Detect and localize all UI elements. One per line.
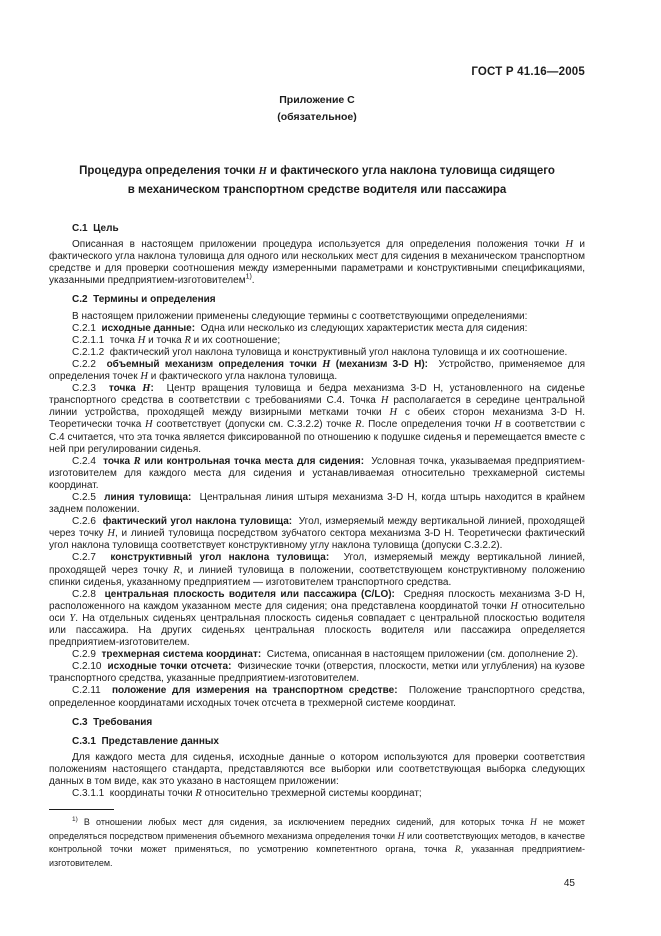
text-run: С.2.1	[72, 322, 102, 334]
text-run: Угол, измеряемый между вертикальной линией, проходящей через точку	[49, 516, 585, 540]
text-run: С.2.11	[72, 685, 112, 697]
text-run: R	[173, 564, 180, 576]
footnote-separator	[49, 809, 114, 810]
page-header	[49, 66, 585, 78]
text-run: Система, описанная в настоящем приложении (см. дополнение 2).	[261, 649, 579, 661]
text-run: и их соотношение;	[190, 334, 281, 346]
text-run: соответствует (допуски см. С.3.2.2) точке	[152, 419, 356, 431]
text-run: объемный механизм определения точки	[106, 358, 323, 370]
text-run: Для каждого места для сиденья, исходные данные о котором используются для проверки соответствия положениям настоящего стандарта, представляются все выборки или соответствующая выборка следующих данных в том виде, как это указано в настоящем приложении:	[49, 751, 585, 788]
paragraph	[49, 661, 585, 685]
text-run: H	[565, 239, 574, 251]
text-run: С.3.1 Представление данных	[72, 735, 219, 747]
text-run: С.2.5	[72, 491, 105, 503]
paragraph	[49, 239, 585, 287]
page-number: 45	[563, 878, 575, 890]
text-run: R	[184, 334, 191, 346]
text-run: и точка	[145, 334, 185, 346]
text-run: исходные данные:	[101, 322, 196, 334]
text-run: H	[529, 818, 537, 829]
text-run: точка	[103, 455, 134, 467]
text-run: С.3.1.1 координаты точки	[72, 788, 196, 800]
text-run: 1)	[245, 274, 252, 282]
paragraph	[49, 383, 585, 456]
section-heading	[49, 736, 585, 748]
paragraph	[49, 649, 585, 661]
paragraph	[49, 516, 585, 552]
paragraph	[49, 456, 585, 492]
text-run: С.3 Требования	[72, 716, 153, 728]
text-run: H	[258, 166, 267, 177]
text-run: H	[142, 383, 151, 395]
text-run: H	[389, 407, 398, 419]
paragraph	[49, 347, 585, 359]
text-run: , указанная предприятием-изготовителем.	[49, 844, 585, 868]
text-run: H	[137, 334, 146, 346]
section-heading	[49, 294, 585, 306]
text-run: R	[355, 419, 362, 431]
text-run: Средняя плоскость механизма 3-D H, расположенного на каждом указанном месте для сидения; она представлена координатой точки	[49, 588, 586, 612]
text-run: относительно оси	[49, 600, 585, 624]
text-run: С.2.1.1 точка	[72, 334, 138, 346]
paragraph	[49, 589, 585, 649]
text-run: R	[195, 788, 202, 800]
doc-title-line1	[49, 162, 585, 181]
text-run: Угол, измеряемый между вертикальной линией, проходящей через точку	[49, 552, 585, 576]
text-run: положение для измерения на транспортном средстве:	[111, 685, 398, 697]
text-run: и фактического угла наклона туловища сидящего	[266, 165, 555, 177]
text-run: трехмерная система координат:	[101, 649, 262, 661]
paragraph	[49, 323, 585, 335]
text-run: С.1 Цель	[72, 223, 119, 234]
section-heading	[49, 717, 585, 729]
text-run: Устройство, применяемое для определения точек	[49, 358, 585, 383]
text-run: конструктивный угол наклона туловища:	[110, 552, 330, 564]
text-run: Центр вращения туловища и бедра механизма 3-D H, установленного на сиденье транспортного средства в соответствии с требованиями С.4. Точка	[49, 383, 585, 407]
text-run: , и линией туловища в положении, соответствующем конструктивному положению спинки сиденья, указанному предприятием — изготовителем транспортного средства.	[49, 564, 585, 588]
text-run: H	[510, 600, 518, 612]
text-run: H	[397, 831, 405, 842]
text-run: исходные точки отсчета:	[107, 661, 232, 673]
section-heading	[49, 223, 585, 235]
text-run: Физические точки (отверстия, плоскости, метки или углубления) на кузове транспортного средства, указанные предприятием-изготовителем.	[49, 661, 585, 685]
text-run: .	[251, 275, 255, 287]
text-run: не может определяться посредством применения объемного механизма определения точки	[49, 817, 585, 841]
paragraph	[49, 335, 585, 347]
text-run: С.2.1.2 фактический угол наклона туловища и конструктивный угол наклона туловища и их соотношение.	[72, 346, 568, 358]
paragraph	[49, 359, 585, 383]
text-run: С.2.6	[72, 516, 103, 528]
paragraph	[49, 552, 585, 588]
text-run: H	[322, 358, 331, 370]
text-run: Процедура определения точки	[79, 165, 259, 177]
text-run: или соответствующих методов, в качестве контрольной точки может применяться, по усмотрению компетентного органа, точка	[49, 830, 585, 855]
text-run: линия туловища:	[104, 491, 192, 503]
text-run: H	[107, 528, 115, 540]
text-run: (механизм 3-D H):	[330, 358, 428, 370]
text-run: точка	[108, 383, 143, 395]
paragraph	[49, 752, 585, 788]
text-run: H	[140, 371, 148, 383]
text-run: Положение транспортного средства, определенное координатами исходных точек отсчета в трехмерной системе координат.	[49, 685, 585, 709]
text-run: центральная плоскость водителя или пассажира (C/LO):	[104, 588, 395, 600]
paragraph	[49, 311, 585, 323]
text-run: С.2.9	[72, 649, 102, 661]
text-run: С.2.8	[72, 588, 105, 600]
text-run: H	[494, 419, 502, 431]
text-run: располагается в середине центральной линии устройства, проходящей между визирными метками точки	[49, 395, 586, 419]
text-run: , и линией туловища посредством зубчатого сектора механизма 3-D H. Теоретически фактический угол наклона туловища соответствует конструктивному углу наклона туловища (допуски С.3.2.2).	[49, 528, 586, 552]
text-run: . После определения точки	[361, 419, 495, 431]
text-run: с обеих сторон механизма 3-D H. Теоретически точка	[49, 407, 586, 431]
text-run: В отношении любых мест для сидения, за исключением передних сидений, для которых точка	[77, 817, 530, 828]
standard-number: ГОСТ Р 41.16—2005	[471, 66, 585, 78]
text-run: С.2.10	[72, 661, 108, 673]
text-run: и фактического угла наклона туловища.	[147, 371, 338, 383]
text-run: Центральная линия штыря механизма 3-D H, когда штырь находится в крайнем заднем положении.	[49, 491, 585, 516]
text-run: В настоящем приложении применены следующие термины с соответствующими определениями:	[72, 310, 528, 322]
text-run: Одна или несколько из следующих характеристик места для сидения:	[195, 322, 528, 334]
text-run: С.2 Термины и определения	[72, 294, 216, 306]
paragraph	[49, 685, 585, 709]
text-run: H	[380, 395, 389, 407]
text-run: R	[454, 845, 461, 856]
text-run: Y	[69, 612, 76, 624]
text-run: С.2.7	[72, 552, 111, 564]
appendix-label: Приложение С	[279, 94, 355, 106]
text-run: . На отдельных сиденьях центральная плоскость сиденья совпадает с центральной плоскостью водителя или пассажира. На других сиденьях центральная плоскость водителя или пассажира определяется предприятием-изготовителем.	[49, 612, 585, 649]
paragraph	[49, 492, 585, 516]
text-run: в механическом транспортном средстве водителя или пассажира	[127, 184, 507, 196]
text-run: относительно трехмерной системы координат;	[201, 788, 422, 800]
text-run: в соответствии с С.4 считается, что эта точка является фиксированной по отношению к подушке сиденья и перемещается вместе с ней при регулировании сиденья.	[49, 419, 585, 455]
text-run: :	[150, 383, 154, 395]
doc-title-line2	[49, 181, 585, 199]
text-run: С.2.4	[72, 455, 104, 467]
text-run: 1)	[72, 816, 78, 824]
text-run: С.2.3	[72, 383, 109, 395]
text-run: H	[145, 419, 153, 431]
text-run: и фактического угла наклона туловища для одного или нескольких мест для сидения в механическом транспортном средстве и для проверки соотношения между измеренными параметрами и конструктивными спецификациями, указанными предприятием-изготовителем	[49, 239, 585, 287]
text-run: фактический угол наклона туловища:	[102, 516, 293, 528]
text-run: Описанная в настоящем приложении процедура используется для определения положения точки	[72, 239, 566, 251]
document-body	[49, 223, 585, 800]
text-run: R	[133, 455, 141, 467]
footnote	[49, 816, 585, 869]
appendix-type: (обязательное)	[277, 111, 357, 123]
text-run: или контрольная точка места для сидения:	[140, 455, 365, 467]
paragraph	[49, 788, 585, 800]
text-run: С.2.2	[72, 358, 107, 370]
text-run: Условная точка, указываемая предприятием-изготовителем для каждого места для сидения и устанавливаемая относительно трехкамерной системы координат.	[49, 455, 585, 491]
